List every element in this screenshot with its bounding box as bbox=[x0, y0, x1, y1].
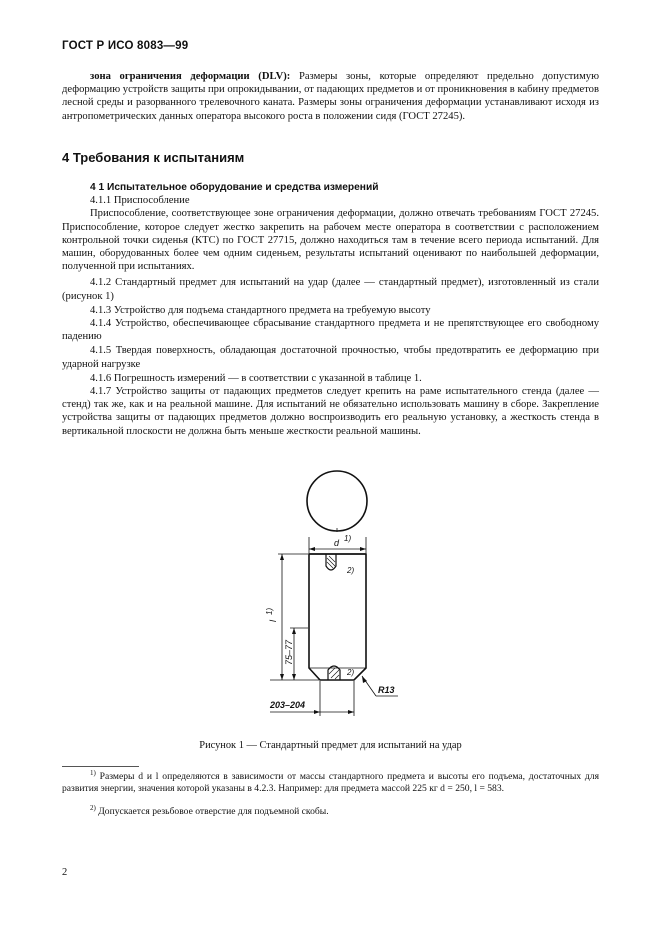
section-heading: 4 Требования к испытаниям bbox=[62, 150, 245, 165]
item-4-1-1-text: Приспособление, соответствующее зоне ограничения деформации, должно отвечать требованиям ГОСТ 27245. Приспособление, которое следует жестко закрепить на рабочем месте оператора в соответствии с расположением контрольной точки сиденья (КТС) по ГОСТ 27715, должно находиться там в течение всего периода испытаний. Для машин, оборудованных более чем одним сиденьем, результаты испытаний оценивают по наибольшей деформации, полученной при испытаниях. bbox=[62, 208, 599, 273]
footnote-1-mark: 1) bbox=[90, 768, 96, 777]
footnote-2 bbox=[62, 803, 599, 818]
l-footnote-mark: 1) bbox=[265, 607, 274, 615]
section-body bbox=[62, 181, 599, 438]
d-footnote-mark: 1) bbox=[344, 534, 352, 543]
figure-drawing bbox=[250, 470, 410, 720]
definition-term: зона ограничения деформации (DLV): bbox=[90, 71, 291, 82]
l-arrow-bottom bbox=[280, 674, 284, 680]
top-hole-footnote: 2) bbox=[347, 566, 355, 575]
item-4-1-1: 4.1.1 Приспособление bbox=[90, 195, 190, 207]
figure-caption: Рисунок 1 — Стандартный предмет для испытаний на удар bbox=[199, 740, 462, 751]
l-arrow-top bbox=[280, 554, 284, 560]
bottom-hole-footnote: 2) bbox=[347, 668, 355, 677]
page-number: 2 bbox=[62, 867, 68, 878]
cylinder-body bbox=[309, 554, 366, 680]
definition-block bbox=[62, 70, 599, 123]
page-header: ГОСТ Р ИСО 8083—99 bbox=[62, 40, 189, 52]
d-arrow-left bbox=[309, 547, 315, 551]
item-4-1-7: 4.1.7 Устройство защиты от падающих предметов следует крепить на раме испытательного стенда (далее — стенд) так же, как и на реальной машине. Для испытаний не обязательно использовать машину в сборе. Закрепление устройства защиты от падающих предметов должно воспроизводить его реальную установку, а жесткость стенда в вертикальной плоскости не должна быть меньше жесткости реальной машины. bbox=[62, 386, 599, 437]
subsection-heading: 4 1 Испытательное оборудование и средства измерений bbox=[90, 182, 379, 193]
item-4-1-6: 4.1.6 Погрешность измерений — в соответствии с указанной в таблице 1. bbox=[90, 372, 422, 384]
footnote-2-mark: 2) bbox=[90, 803, 96, 812]
item-4-1-2: 4.1.2 Стандартный предмет для испытаний на удар (далее — стандартный предмет), изготовленный из стали (рисунок 1) bbox=[62, 277, 599, 302]
footnote-separator bbox=[62, 766, 139, 767]
dim-203-204-label: 203–204 bbox=[270, 700, 306, 710]
item-4-1-5: 4.1.5 Твердая поверхность, обладающая достаточной прочностью, чтобы предотвратить ее деформацию при ударной нагрузке bbox=[62, 345, 599, 370]
d-arrow-right bbox=[360, 547, 366, 551]
dim-75-77-label: 75–77 bbox=[284, 639, 294, 665]
footnote-2-text: Допускается резьбовое отверстие для подъемной скобы. bbox=[98, 806, 329, 817]
d-label: d bbox=[334, 538, 340, 548]
item-4-1-4: 4.1.4 Устройство, обеспечивающее сбрасывание стандартного предмета и не препятствующее его свободному падению bbox=[62, 318, 599, 343]
r13-label: R13 bbox=[378, 685, 395, 695]
item-4-1-3: 4.1.3 Устройство для подъема стандартного предмета на требуемую высоту bbox=[90, 304, 431, 316]
l-label: l bbox=[268, 620, 278, 622]
top-view-circle bbox=[307, 471, 367, 531]
footnote-1 bbox=[62, 768, 600, 794]
definition-text: Размеры зоны, которые определяют предельно допустимую деформацию устройств защиты при опрокидывании, от падающих предметов и от проникновения в кабину предметов лесной среды и разорванного трелевочного каната. Размеры зоны ограничения деформации устанавливают исходя из антропометрических данных оператора высокого роста в положении сидя (ГОСТ 27245). bbox=[62, 71, 599, 122]
figure-standard-object bbox=[250, 470, 410, 720]
definition-paragraph bbox=[62, 70, 599, 123]
footnote-1-text: Размеры d и l определяются в зависимости от массы стандартного предмета и высоты его подъема, достаточных для развития энергии, значения которой указаны в 4.2.3. Например: для предмета массой 225 кг d = 250, l = 583. bbox=[62, 771, 600, 794]
